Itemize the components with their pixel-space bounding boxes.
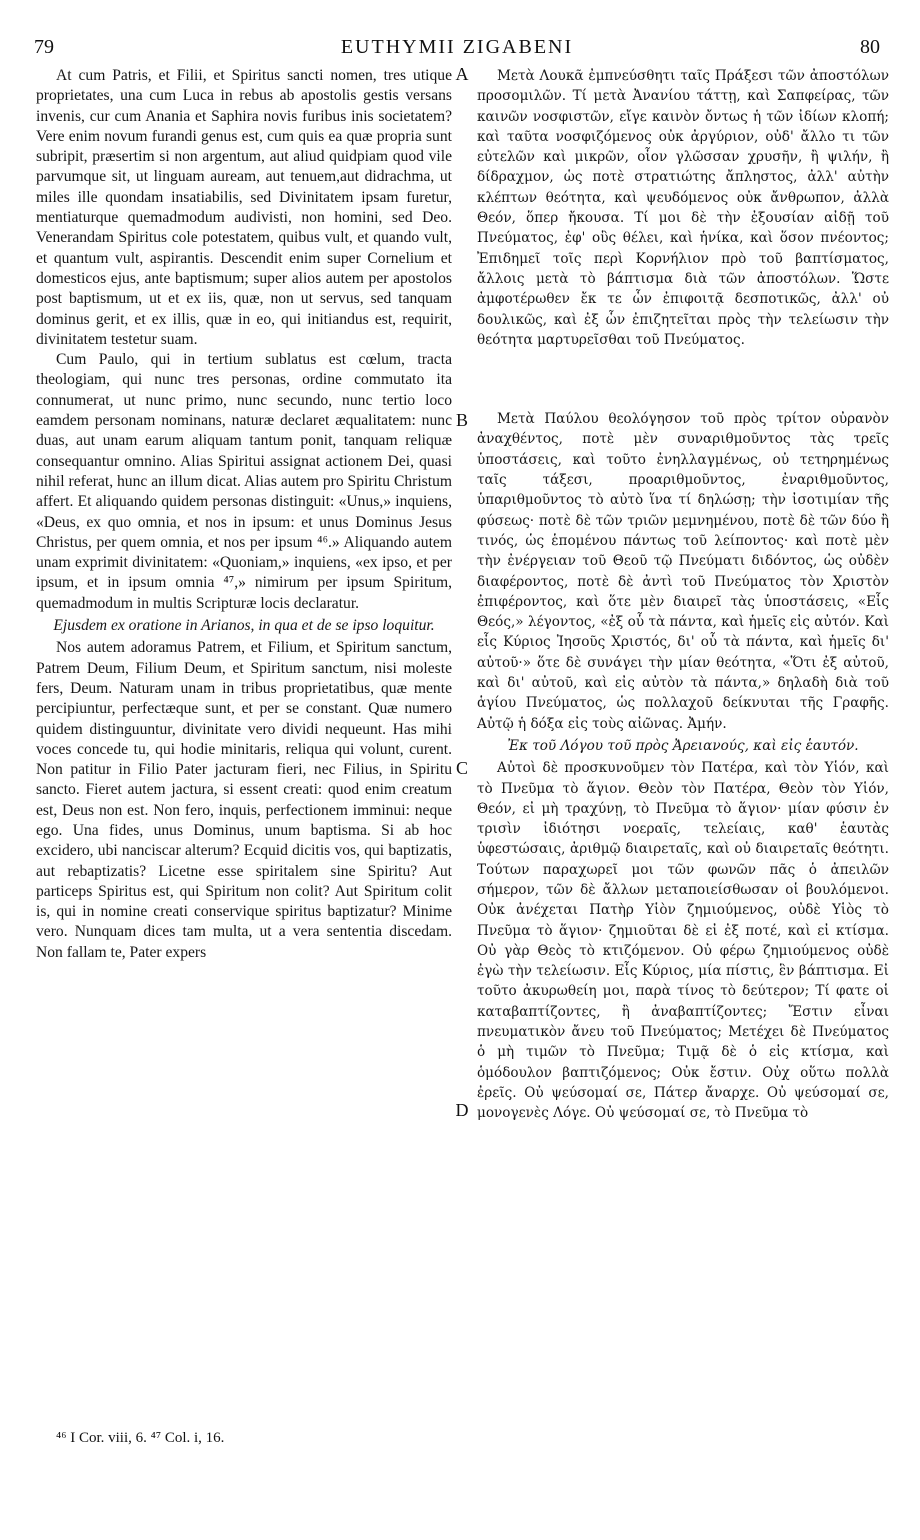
greek-column bbox=[477, 66, 889, 1124]
section-marker-a: A bbox=[455, 64, 469, 84]
running-head bbox=[34, 36, 880, 62]
greek-paragraph-2: Μετὰ Παύλου θεολόγησον τοῦ πρὸς τρίτον οὐρανὸν ἀναχθέντος, ποτὲ μὲν συναριθμοῦντος τὰς τρεῖς ὑποστάσεις, καὶ τοῦτο ἐνηλλαγμένως, οὐ τετηρημένως ταῖς τάξεσι, προαριθμοῦντος, ἐναριθμοῦντος, ὑπαριθμοῦντος τὸ αὐτὸ ἵνα τί δηλώσῃ; τὴν ἰσοτιμίαν τῆς φύσεως· ποτὲ δὲ τῶν τριῶν μεμνημένου, ποτὲ δὲ τῶν δύο ἢ τινός, ὡς ἑπομένου πάντως τοῦ λείποντος· καὶ ποτὲ μὲν τὴν ἐνέργειαν τοῦ Θεοῦ τῷ Πνεύματι διδόντος, ὡς οὐδὲν διαφέροντος, ποτὲ δὲ ἀντὶ τοῦ Πνεύματος τὸν Χριστὸν ἐπιφέροντος, καὶ ὅτε μὲν διαιρεῖ τὰς ὑποστάσεις, «Εἷς Θεός,» λέγοντος, «ἐξ οὗ τὰ πάντα, καὶ ἡμεῖς εἰς αὐτόν. Καὶ εἷς Κύριος Ἰησοῦς Χριστός, δι' οὗ τὰ πάντα, καὶ ἡμεῖς δι' αὐτοῦ·» ὅτε δὲ συνάγει τὴν μίαν θεότητα, «Ὅτι ἐξ αὐτοῦ, καὶ δι' αὐτοῦ, καὶ εἰς αὐτὸν τὰ πάντα,» δηλαδὴ διὰ τοῦ ἁγίου Πνεύματος, ὡς πολλαχοῦ δείκνυται τῆς Γραφῆς. Αὐτῷ ἡ δόξα εἰς τοὺς αἰῶνας. Ἀμήν. bbox=[477, 411, 889, 732]
latin-paragraph-1: At cum Patris, et Filii, et Spiritus sancti nomen, tres utique proprietates, una cum Luca in rebus ab apostolis gestis versans invenis, cur cum Anania et Saphira novis furibus inis societatem? Vere enim novum furandi genus est, cum quis ea quæ propria sunt subripit, præsertim si non argentum, aut aliud quidpiam quod vile parvumque sit, ut linguam auream, aut tenuem,aut didrachma, ut miles ille quondam insatiabilis, sed Divinitatem ipsam furetur, mentiaturque quemadmodum audivisti, non homini, sed Deo. Venerandam Spiritus cole potestatem, quibus vult, et quando vult, et quantum vult, aspirantis. Descendit enim super Cornelium et domesticos ejus, ante baptismum; super alios autem per apostolos post baptismum, ut et ex iis, quæ, non ut servus, sed tanquam dominus gerit, et ex illis, quæ in eo, qui initiandus est, requirit, divinitatem testetur suam. bbox=[36, 67, 452, 348]
page-number-left: 79 bbox=[34, 36, 54, 58]
greek-paragraph-3: Αὐτοὶ δὲ προσκυνοῦμεν τὸν Πατέρα, καὶ τὸν Υἱόν, καὶ τὸ Πνεῦμα τὸ ἅγιον. Θεὸν τὸν Πατέρα, Θεὸν τὸν Υἱόν, Θεόν, εἰ μὴ τραχύνῃ, τὸ Πνεῦμα τὸ ἅγιον· μίαν φύσιν ἐν τρισὶν ἰδιότησι νοεραῖς, τελείαις, καθ' ἑαυτὰς ὑφεστώσαις, ἀριθμῷ διαιρεταῖς, καὶ οὐ διαιρεταῖς θεότητι. Τούτων παραχωρεῖ μοι τῶν φωνῶν πᾶς ὁ ἀπειλῶν σήμερον, τῶν δὲ ἄλλων μεταποιείσθωσαν οἱ βουλόμενοι. Οὐκ ἀνέχεται Πατὴρ Υἱὸν ζημιούμενος, οὐδὲ Υἱὸς τὸ Πνεῦμα τὸ ἅγιον· ζημιοῦται δὲ εἰ ἐξ ποτέ, καὶ εἰ κτίσμα. Οὐ γὰρ Θεὸς τὸ κτιζόμενον. Οὐ φέρω ζημιούμενος οὐδὲ ἐγὼ τὴν τελείωσιν. Εἷς Κύριος, μία πίστις, ἓν βάπτισμα. Εἰ τοῦτο ἀκυρωθείη μοι, παρὰ τίνος τὸ δεύτερον; Τί φατε οἱ καταβαπτίζοντες, ἢ ἀναβαπτίζοντες; Ἔστιν εἶναι πνευματικὸν ἄνευ τοῦ Πνεύματος; Μετέχει δὲ Πνεύματος ὁ μὴ τιμῶν τὸ Πνεῦμα; Τιμᾷ δὲ ὁ εἰς κτίσμα, καὶ ὁμόδουλον βαπτιζόμενος; Οὐκ ἔστιν. Οὐχ οὕτω πολλὰ ἐρεῖς. Οὐ ψεύσομαί σε, Πάτερ ἄναρχε. Οὐ ψεύσομαί σε, μονογενὲς Λόγε. Οὐ ψεύσομαί σε, τὸ Πνεῦμα τὸ bbox=[477, 760, 889, 1122]
page-number-right: 80 bbox=[860, 36, 880, 58]
latin-section-heading: Ejusdem ex oratione in Arianos, in qua et de se ipso loquitur. bbox=[53, 617, 435, 635]
greek-section-heading: Ἐκ τοῦ Λόγου τοῦ πρὸς Ἀρειανούς, καὶ εἰς ἑαυτόν. bbox=[507, 737, 859, 754]
footnotes: ⁴⁶ I Cor. viii, 6. ⁴⁷ Col. i, 16. bbox=[56, 1430, 225, 1446]
section-marker-c: C bbox=[455, 758, 468, 778]
greek-paragraph-1: Μετὰ Λουκᾶ ἐμπνεύσθητι ταῖς Πράξεσι τῶν ἀποστόλων προσομιλῶν. Τί μετὰ Ἀνανίου τάττῃ, καὶ Σαπφείρας, τῶν καινῶν νοσφιστῶν, εἴγε καινὸν ὄντως ἡ τῶν ἰδίων κλοπή; καὶ ταῦτα νοσφιζόμενος οὐκ ἀργύριον, οὐδ' ἄλλο τι τῶν εὐτελῶν καὶ μικρῶν, οἷον γλῶσσαν χρυσῆν, ἢ ψιλήν, ἢ δίδραχμον, ὡς ποτὲ στρατιώτης ἄπληστος, ἀλλ' αὐτὴν κλέπτων θεότητα, καὶ ψευδόμενος οὐκ ἄνθρωπον, ἀλλὰ Θεόν, ὅπερ ἤκουσα. Τί μοι δὲ τὴν ἐξουσίαν αἰδῇ τοῦ Πνεύματος, ἐφ' οὓς θέλει, καὶ ἡνίκα, καὶ ὅσον πνέοντος; Ἐπιδημεῖ τοῖς περὶ Κορνήλιον πρὸ τοῦ βαπτίσματος, ἄλλοις μετὰ τὸ βάπτισμα διὰ τῶν ἀποστόλων. Ὥστε ἀμφοτέρωθεν ἔκ τε ὧν ἐπιφοιτᾷ δεσποτικῶς, ἀλλ' οὐ δουλικῶς, καὶ ἐξ ὧν ἐπιζητεῖται πρὸς τὴν τελείωσιν τὴν θεότητα μαρτυρεῖσθαι τοῦ Πνεύματος. bbox=[477, 68, 889, 348]
section-marker-b: B bbox=[455, 410, 468, 430]
latin-column bbox=[36, 66, 452, 963]
latin-paragraph-2: Cum Paulo, qui in tertium sublatus est cœlum, tracta theologiam, qui nunc tres personas, ordine commutato ita connumerat, ut nunc primo, nunc secundo, nunc tertio loco eamdem personam nominans, naturæ declaret æqualitatem: nunc duas, aut unam earum aliquam tantum ponit, tanquam reliquæ consequantur omnino. Alias Spiritui assignat actionem Dei, quasi nihil referat, hunc an illum dicat. Alias autem pro Spiritu Christum affert. Et aliquando quidem personas distinguit: «Unus,» inquiens, «Deus, ex quo omnia, et nos in ipsum: et unus Dominus Jesus Christus, per quem omnia, et nos per ipsum ⁴⁶.» Aliquando autem unam exprimit divinitatem: «Quoniam,» inquiens, «ex ipso, et per ipsum, et in ipsum omnia ⁴⁷,» nimirum per ipsum Spiritum, quemadmodum in multis Scripturæ locis declaratur. bbox=[36, 351, 452, 612]
section-marker-d: D bbox=[455, 1100, 469, 1120]
running-title: EUTHYMII ZIGABENI bbox=[340, 36, 574, 58]
latin-paragraph-3: Nos autem adoramus Patrem, et Filium, et Spiritum sanctum, Patrem Deum, Filium Deum, et Spiritum sanctum, nisi moleste fers, Deum. Naturam unam in tribus proprietatibus, quæ mente percipiuntur, perfectæque sunt, et per se constant. Quæ numero quidem distinguuntur, divinitate vero dividi nequeunt. Has mihi voces concede tu, qui hodie minitaris, reliqua qui volunt, curent. Non patitur in Filio Pater jacturam fieri, nec Filius, in Spiritu sancto. Fieret autem jactura, si essent creati: quod enim creatum est, Deus non est. Non fero, inquis, perfectionem imminui: neque ego. Una fides, unus Dominus, unum baptisma. Si ab hoc excidero, ubi nanciscar alterum? Ecquid dicitis vos, qui baptizatis, aut rebaptizatis? Licetne esse spiritalem sine Spiritu? Aut particeps Spiritus est, qui Spiritum non colit? Aut Spiritum colit is, qui in nomine creati conservique spiritus baptizatur? Minime vero. Nunquam dices tam multa, ut a vera sententia discedam. Non fallam te, Pater expers bbox=[36, 639, 452, 961]
